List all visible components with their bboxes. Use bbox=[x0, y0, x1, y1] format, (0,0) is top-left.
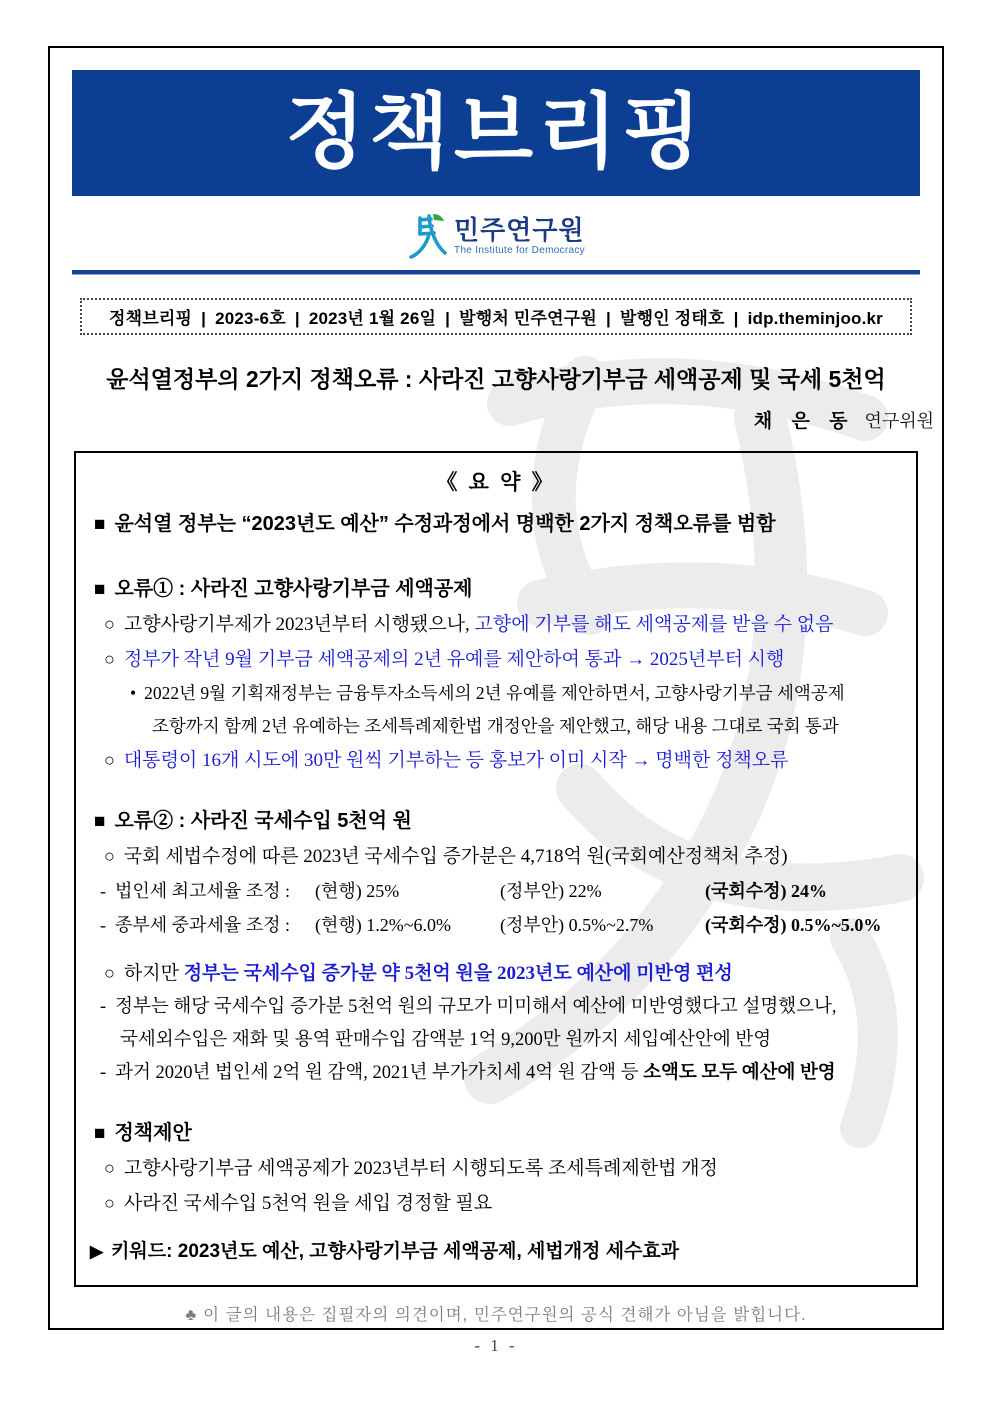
meta-date: 2023년 1월 26일 bbox=[308, 309, 437, 328]
document-title: 윤석열정부의 2가지 정책오류 : 사라진 고향사랑기부금 세액공제 및 국세 5천억 bbox=[106, 366, 886, 392]
masthead-banner bbox=[72, 70, 920, 196]
author-name: 채 은 동 bbox=[753, 411, 855, 432]
dash-bullet-icon: - bbox=[100, 997, 107, 1017]
header-divider bbox=[72, 270, 920, 275]
arrow-bullet-icon: ▶ bbox=[90, 1242, 104, 1261]
club-icon: ♣ bbox=[185, 1306, 198, 1324]
dash-bullet-icon: - bbox=[100, 1063, 107, 1083]
policy-proposal-heading bbox=[84, 1116, 908, 1151]
error1-subnote-text2: 조항까지 함께 2년 유예하는 조세특례제한법 개정안을 제안했고, 해당 내용 그대로 국회 통과 bbox=[152, 716, 839, 736]
circle-bullet-icon: ○ bbox=[104, 1158, 115, 1178]
error1-bullet-3 bbox=[84, 743, 908, 778]
meta-separator: | bbox=[294, 309, 300, 328]
proposal-bullet-2-text: 사라진 국세수입 5천억 원을 세입 경정할 필요 bbox=[123, 1193, 493, 1214]
error1-subnote-text1: 2022년 9월 기획재정부는 금융투자소득세의 2년 유예를 제안하면서, 고향사랑기부금 세액공제 bbox=[144, 683, 845, 703]
tax-row-property-gov: (정부안) 0.5%~2.7% bbox=[500, 915, 654, 935]
circle-bullet-icon: ○ bbox=[104, 1193, 115, 1213]
tax-row-corporate-current: (현행) 25% bbox=[315, 881, 400, 901]
tax-row-corporate-assembly: (국회수정) 24% bbox=[705, 881, 828, 901]
error1-bullet-2 bbox=[84, 642, 908, 677]
square-bullet-icon: ■ bbox=[94, 579, 106, 600]
dash-bullet-icon: - bbox=[100, 881, 106, 901]
summary-box bbox=[74, 451, 918, 1287]
square-bullet-icon: ■ bbox=[94, 1123, 106, 1144]
org-logo-text bbox=[454, 216, 585, 256]
summary-heading: 《 요 약 》 bbox=[436, 470, 556, 494]
tax-row-corporate-gov: (정부안) 22% bbox=[500, 881, 602, 901]
meta-series: 정책브리핑 bbox=[108, 309, 193, 328]
disclaimer-text: 이 글의 내용은 집필자의 의견이며, 민주연구원의 공식 견해가 아님을 밝힙니다. bbox=[203, 1306, 807, 1324]
error2-bullet-1-text: 국회 세법수정에 따른 2023년 국세수입 증가분은 4,718억 원(국회예산정책처 추정) bbox=[123, 846, 788, 867]
document-content bbox=[50, 70, 942, 1325]
error2-heading-text: 오류② : 사라진 국세수입 5천억 원 bbox=[114, 810, 412, 832]
error1-bullet-1-black: 고향사랑기부제가 2023년부터 시행됐으나, bbox=[123, 614, 475, 635]
error1-heading-text: 오류① : 사라진 고향사랑기부금 세액공제 bbox=[114, 578, 473, 600]
proposal-bullet-1 bbox=[84, 1151, 908, 1186]
error2-detail-2-bold: 소액도 모두 예산에 반영 bbox=[643, 1063, 836, 1083]
error2-bullet-2-black: 하지만 bbox=[123, 963, 184, 984]
disclaimer bbox=[50, 1301, 942, 1325]
meta-separator: | bbox=[733, 309, 739, 328]
error2-detail-1-text2: 국세외수입은 재화 및 용역 판매수입 감액분 1억 9,200만 원까지 세입예산안에 반영 bbox=[120, 1030, 772, 1050]
meta-separator: | bbox=[605, 309, 611, 328]
document-page bbox=[48, 46, 944, 1330]
error2-bullet-2-blue: 정부는 국세수입 증가분 약 5천억 원을 2023년도 예산에 미반영 편성 bbox=[183, 963, 733, 984]
org-tagline: The Institute for Democracy bbox=[454, 245, 585, 256]
publication-info-bar bbox=[80, 298, 912, 335]
error2-detail-1-text1: 정부는 해당 국세수입 증가분 5천억 원의 규모가 미미해서 예산에 미반영했다고 설명했으나, bbox=[115, 997, 837, 1017]
error1-bullet-1 bbox=[84, 607, 908, 642]
meta-publisher: 발행처 민주연구원 bbox=[459, 309, 597, 328]
circle-bullet-icon: ○ bbox=[104, 750, 115, 770]
error1-heading bbox=[84, 572, 908, 607]
error2-bullet-2 bbox=[84, 956, 908, 991]
square-bullet-icon: ■ bbox=[94, 811, 106, 832]
summary-point-main bbox=[84, 507, 908, 542]
dash-bullet-icon: - bbox=[100, 915, 106, 935]
tax-row-corporate-label-text: 법인세 최고세율 조정 : bbox=[115, 881, 290, 901]
square-bullet-icon: ■ bbox=[94, 514, 106, 535]
error2-detail-2 bbox=[84, 1057, 908, 1090]
meta-separator: | bbox=[201, 309, 207, 328]
org-logo-mark-icon bbox=[407, 212, 447, 260]
error1-bullet-2-text: 정부가 작년 9월 기부금 세액공제의 2년 유예를 제안하여 통과 → 2025년부터 시행 bbox=[123, 649, 785, 670]
circle-bullet-icon: ○ bbox=[104, 963, 115, 983]
tax-row-property-label bbox=[100, 908, 315, 942]
error1-subnote-line1 bbox=[84, 677, 908, 710]
tax-row-corporate-label bbox=[100, 874, 315, 908]
error1-bullet-1-blue: 고향에 기부를 해도 세액공제를 받을 수 없음 bbox=[474, 614, 834, 635]
error2-detail-1-line2 bbox=[84, 1024, 908, 1057]
circle-bullet-icon: ○ bbox=[104, 649, 115, 669]
error1-subnote-line2 bbox=[84, 710, 908, 743]
org-name: 민주연구원 bbox=[454, 215, 585, 245]
tax-row-property-current: (현행) 1.2%~6.0% bbox=[315, 915, 451, 935]
tax-row-property-assembly: (국회수정) 0.5%~5.0% bbox=[705, 915, 882, 935]
error1-bullet-3-text: 대통령이 16개 시도에 30만 원씩 기부하는 등 홍보가 이미 시작 → 명백한 정책오류 bbox=[123, 750, 789, 771]
proposal-bullet-2 bbox=[84, 1186, 908, 1221]
error2-bullet-1 bbox=[84, 839, 908, 874]
meta-url: idp.theminjoo.kr bbox=[747, 309, 884, 328]
policy-proposal-heading-text: 정책제안 bbox=[114, 1122, 192, 1144]
masthead-title: 정책브리핑 bbox=[285, 87, 707, 178]
summary-point-main-text: 윤석열 정부는 “2023년도 예산” 수정과정에서 명백한 2가지 정책오류를 범함 bbox=[114, 513, 776, 535]
meta-issue: 2023-6호 bbox=[215, 309, 286, 328]
dot-bullet-icon: • bbox=[130, 683, 137, 703]
circle-bullet-icon: ○ bbox=[104, 846, 115, 866]
author-line bbox=[58, 408, 934, 436]
author-role: 연구위원 bbox=[864, 411, 934, 431]
error2-heading bbox=[84, 804, 908, 839]
tax-row-property-label-text: 종부세 중과세율 조정 : bbox=[115, 915, 290, 935]
page-number: - 1 - bbox=[474, 1336, 518, 1355]
circle-bullet-icon: ○ bbox=[104, 614, 115, 634]
meta-separator: | bbox=[445, 309, 451, 328]
meta-issuer: 발행인 정태호 bbox=[619, 309, 725, 328]
keywords-line bbox=[84, 1235, 908, 1269]
tax-row-property bbox=[84, 908, 908, 942]
keywords-text: 키워드: 2023년도 예산, 고향사랑기부금 세액공제, 세법개정 세수효과 bbox=[111, 1241, 680, 1262]
org-logo bbox=[50, 209, 942, 263]
tax-row-corporate bbox=[84, 874, 908, 908]
error2-detail-2-black: 과거 2020년 법인세 2억 원 감액, 2021년 부가가치세 4억 원 감액 등 bbox=[115, 1063, 644, 1083]
error2-detail-1-line1 bbox=[84, 991, 908, 1024]
proposal-bullet-1-text: 고향사랑기부금 세액공제가 2023년부터 시행되도록 조세특례제한법 개정 bbox=[123, 1158, 718, 1179]
